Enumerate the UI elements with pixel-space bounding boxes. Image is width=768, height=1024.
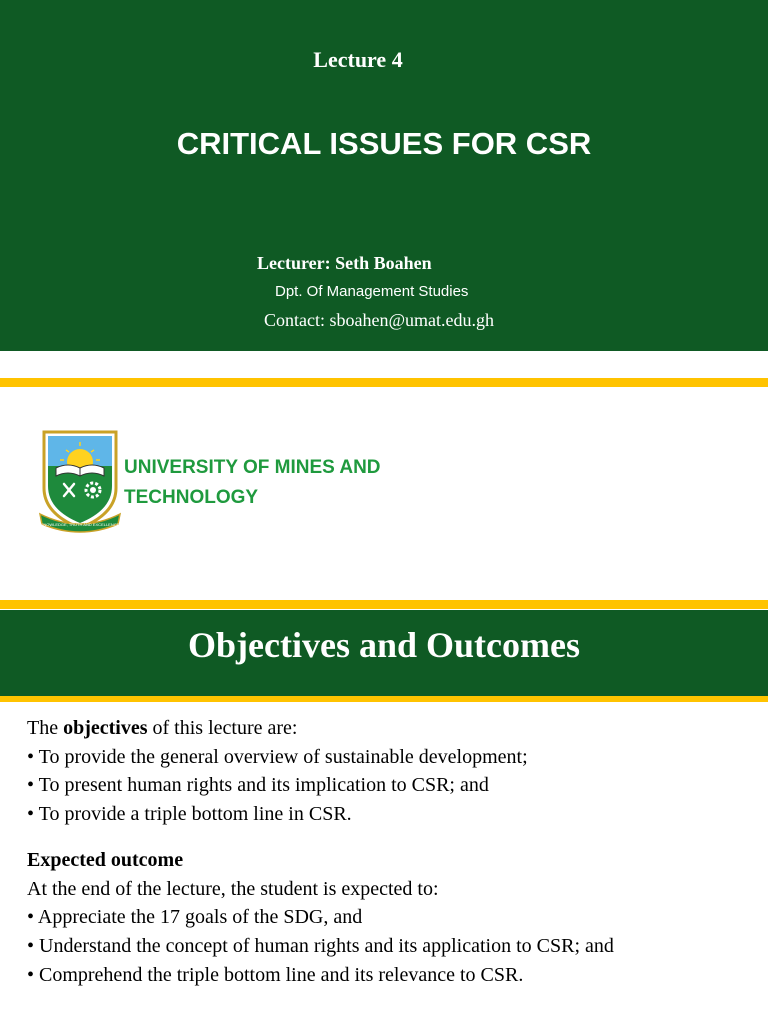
- divider-stripe: [0, 378, 768, 387]
- university-name-line1: UNIVERSITY OF MINES AND: [124, 457, 381, 478]
- outcome-intro: At the end of the lecture, the student is expected to:: [27, 877, 439, 900]
- outcome-item: • Understand the concept of human rights and its application to CSR; and: [27, 934, 614, 957]
- outcome-heading: Expected outcome: [27, 848, 184, 871]
- university-logo: [38, 430, 122, 536]
- lecturer-name: Lecturer: Seth Boahen: [257, 253, 432, 273]
- department: Dpt. Of Management Studies: [275, 283, 469, 300]
- contact-email: Contact: sboahen@umat.edu.gh: [264, 310, 495, 330]
- objectives-intro: The objectives of this lecture are:: [27, 717, 298, 739]
- university-name-line2: TECHNOLOGY: [124, 487, 259, 508]
- crest-icon: [38, 430, 122, 536]
- outcome-item: • Comprehend the triple bottom line and its relevance to CSR.: [27, 963, 524, 986]
- title-slide-banner: [0, 0, 768, 351]
- objective-item: • To provide a triple bottom line in CSR.: [27, 803, 352, 826]
- objective-item: • To present human rights and its implication to CSR; and: [27, 774, 489, 797]
- svg-text:KNOWLEDGE, TRUTH AND EXCELLENC: KNOWLEDGE, TRUTH AND EXCELLENCE: [40, 522, 120, 527]
- objective-item: • To provide the general overview of sustainable development;: [27, 745, 528, 768]
- section-heading: Objectives and Outcomes: [188, 625, 580, 665]
- lecture-number: Lecture 4: [313, 47, 403, 72]
- university-name: [124, 453, 381, 513]
- divider-stripe: [0, 600, 768, 609]
- objectives-body: [27, 714, 757, 989]
- lecture-title: CRITICAL ISSUES FOR CSR: [176, 126, 592, 161]
- outcome-item: • Appreciate the 17 goals of the SDG, and: [27, 906, 363, 929]
- divider-stripe: [0, 696, 768, 702]
